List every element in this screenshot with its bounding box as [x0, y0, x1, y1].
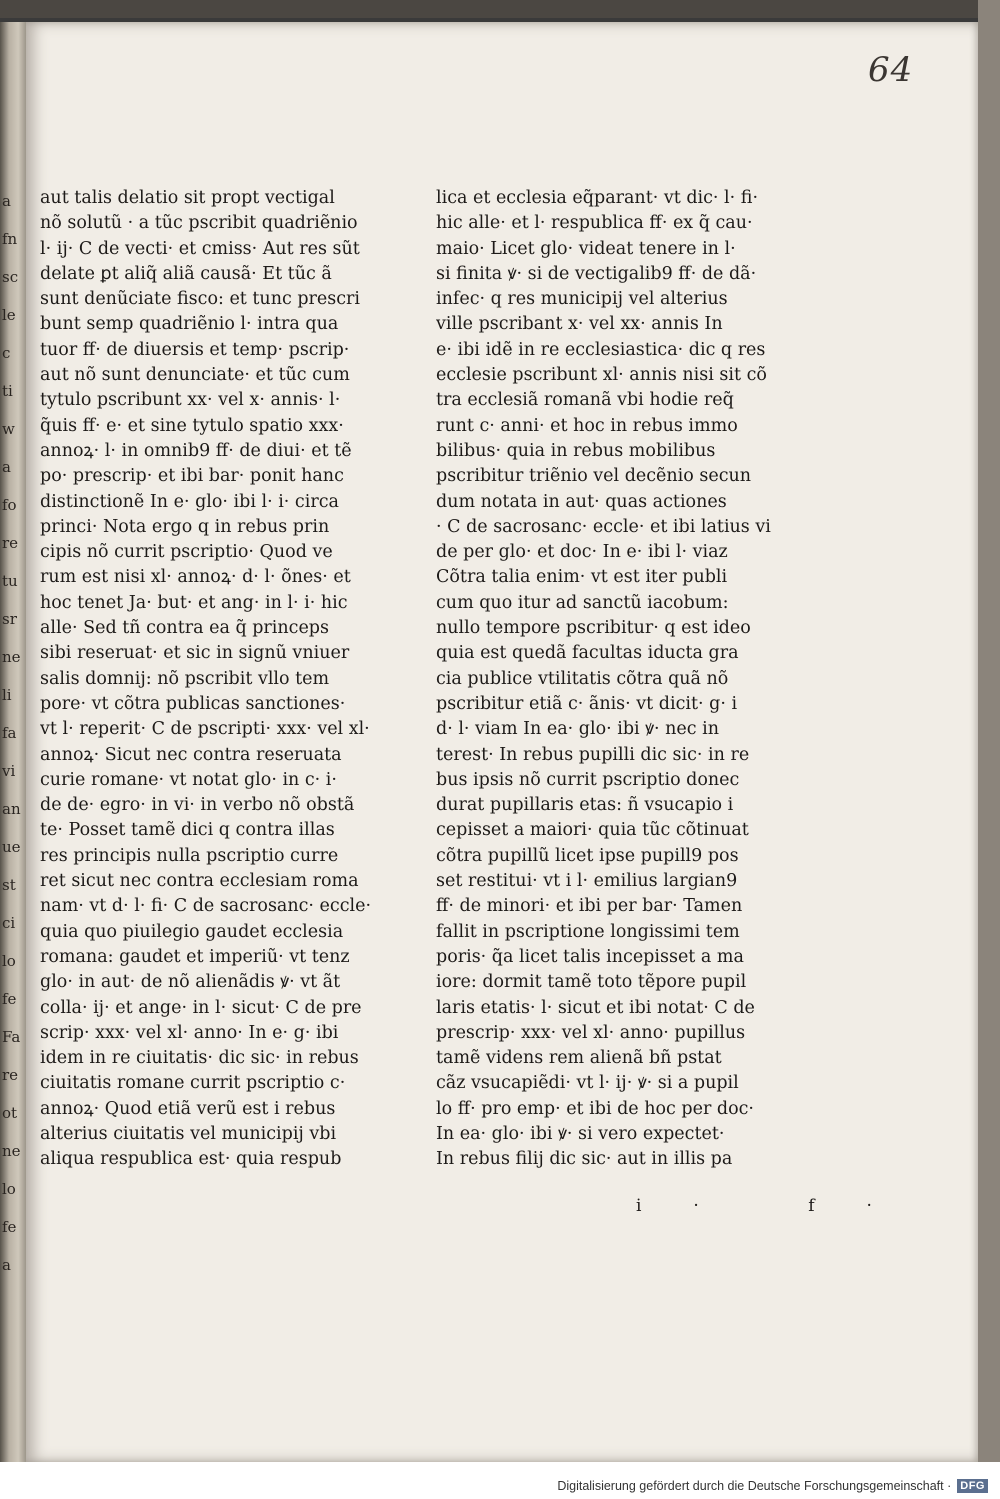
prev-page-fragment: c — [2, 344, 11, 362]
text-line: tra ecclesiã romanã vbi hodie req̃ — [436, 390, 734, 411]
text-line: cepisset a maiori· quia tũc cõtinuat — [436, 820, 749, 841]
text-line: res principis nulla pscriptio curre — [40, 845, 339, 866]
prev-page-fragment: ne — [2, 648, 21, 666]
text-line: sunt denũciate fisco: et tunc prescri — [40, 289, 361, 310]
text-line: fallit in pscriptione longissimi tem — [436, 921, 740, 942]
text-line: si finita ꝟ· si de vectigalib9 ff· de dã· — [436, 263, 757, 284]
text-line: terest· In rebus pupilli dic sic· in re — [436, 744, 750, 765]
text-line: l· ij· C de vecti· et cmiss· Aut res sũt — [40, 238, 360, 259]
dfg-logo: DFG — [957, 1479, 988, 1493]
scan-border-top — [0, 0, 1000, 18]
digitization-credit — [0, 1472, 1000, 1499]
text-line: quia est quedã facultas iducta gra — [436, 643, 739, 664]
text-line: aut talis delatio sit propt vectigal — [40, 188, 335, 208]
prev-page-fragment: a — [2, 1256, 11, 1274]
prev-page-fragment: ci — [2, 914, 16, 932]
text-line: scrip· xxx· vel xl· anno· In e· g· ibi — [40, 1022, 339, 1043]
text-line: tuor ff· de diuersis et temp· pscrip· — [40, 339, 350, 360]
prev-page-fragment: a — [2, 458, 11, 476]
book-page — [26, 22, 978, 1462]
text-line: ecclesie pscribunt xl· annis nisi sit cõ — [436, 365, 767, 386]
text-line: rum est nisi xl· annoꝝ· d· l· õnes· et — [40, 567, 351, 588]
text-line: annoꝝ· Sicut nec contra reseruata — [40, 744, 342, 765]
text-line: d· l· viam In ea· glo· ibi ꝟ· nec in — [436, 719, 719, 740]
text-line: cõtra pupillũ licet ipse pupill9 pos — [436, 845, 739, 866]
text-line: set restitui· vt i l· emilius largian9 — [436, 871, 738, 892]
text-line: ret sicut nec contra ecclesiam roma — [40, 871, 359, 892]
text-line: pore· vt cõtra publicas sanctiones· — [40, 693, 346, 714]
text-line: tytulo pscribunt xx· vel x· annis· l· — [40, 390, 341, 411]
text-line: po· prescrip· et ibi bar· ponit hanc — [40, 466, 344, 487]
prev-page-fragment: w — [2, 420, 15, 438]
text-line: bunt semp quadriẽnio l· intra qua — [40, 314, 339, 335]
text-line: idem in re ciuitatis· dic sic· in rebus — [40, 1048, 359, 1069]
text-line: de de· egro· in vi· in verbo nõ obstã — [40, 795, 355, 816]
folio-number: 64 — [868, 50, 914, 90]
text-line: annoꝝ· Quod etiã verũ est i rebus — [40, 1098, 336, 1119]
text-line: quia quo piuilegio gaudet ecclesia — [40, 921, 344, 942]
text-line: romana: gaudet et imperiũ· vt tenz — [40, 946, 350, 967]
prev-page-fragment: re — [2, 1066, 19, 1084]
text-line: annoꝝ· l· in omnib9 ff· de diui· et tẽ — [40, 440, 352, 461]
text-line: prescrip· xxx· vel xl· anno· pupillus — [436, 1022, 746, 1043]
text-line: aut nõ sunt denunciate· et tũc cum — [40, 365, 350, 386]
text-line: bus ipsis nõ currit pscriptio donec — [436, 769, 740, 790]
text-line: e· ibi idẽ in re ecclesiastica· dic q res — [436, 339, 766, 360]
prev-page-fragment: fa — [2, 724, 17, 742]
text-line: · C de sacrosanc· eccle· et ibi latius vi — [436, 516, 771, 537]
text-line: iore: dormit tamẽ toto tẽpore pupil — [436, 972, 747, 993]
text-line: te· Posset tamẽ dici q contra illas — [40, 820, 335, 841]
text-line: princi· Nota ergo q in rebus prin — [40, 516, 330, 537]
text-line: nam· vt d· l· fi· C de sacrosanc· eccle· — [40, 896, 372, 917]
text-line: In ea· glo· ibi ꝟ· si vero expectet· — [436, 1123, 725, 1144]
text-line: nõ solutũ · a tũc pscribit quadriẽnio — [40, 213, 358, 234]
prev-page-fragment: st — [2, 876, 16, 894]
prev-page-fragment: sc — [2, 268, 19, 286]
text-line: q̃uis ff· e· et sine tytulo spatio xxx· — [40, 415, 344, 436]
text-line: laris etatis· l· sicut et ibi notat· C de — [436, 997, 755, 1018]
prev-page-fragment: a — [2, 192, 11, 210]
text-line: vt l· reperit· C de pscripti· xxx· vel xl· — [40, 719, 370, 740]
text-line: maio· Licet glo· videat tenere in l· — [436, 238, 736, 259]
text-column-right — [436, 186, 781, 1173]
text-line: cum quo itur ad sanctũ iacobum: — [436, 592, 729, 613]
text-line: cãz vsucapiẽdi· vt l· ij· ꝟ· si a pupil — [436, 1073, 739, 1094]
text-line: sibi reseruat· et sic in signũ vniuer — [40, 643, 350, 664]
text-line: tamẽ videns rem alienã bñ pstat — [436, 1048, 722, 1069]
scan-border-right — [978, 0, 1000, 1470]
prev-page-fragment: fo — [2, 496, 17, 514]
text-line: alle· Sed tñ contra ea q̃ princeps — [40, 618, 329, 639]
text-line: alterius ciuitatis vel municipij vbi — [40, 1123, 337, 1144]
credit-text: Digitalisierung gefördert durch die Deutsche Forschungsgemeinschaft · — [557, 1478, 952, 1493]
text-line: runt c· anni· et hoc in rebus immo — [436, 415, 738, 436]
text-line: nullo tempore pscribitur· q est ideo — [436, 618, 751, 639]
text-line: cia publice vtilitatis cõtra quã nõ — [436, 668, 729, 689]
prev-page-fragment: fn — [2, 230, 18, 248]
text-line: pscribitur etiã c· ãnis· vt dicit· g· i — [436, 693, 738, 714]
prev-page-fragment: lo — [2, 1180, 16, 1198]
text-line: cipis nõ currit pscriptio· Quod ve — [40, 542, 333, 563]
prev-page-fragment: le — [2, 306, 16, 324]
prev-page-fragment: ti — [2, 382, 13, 400]
text-line: curie romane· vt notat glo· in c· i· — [40, 769, 337, 790]
text-line: lica et ecclesia eq̃parant· vt dic· l· fi· — [436, 188, 759, 208]
text-line: bilibus· quia in rebus mobilibus — [436, 440, 716, 461]
prev-page-fragment: li — [2, 686, 12, 704]
text-line: glo· in aut· de nõ alienãdis ꝟ· vt ãt — [40, 972, 341, 993]
prev-page-fragment: ne — [2, 1142, 21, 1160]
prev-page-fragment: lo — [2, 952, 16, 970]
prev-page-fragment: vi — [2, 762, 16, 780]
text-line: In rebus filij dic sic· aut in illis pa — [436, 1149, 733, 1170]
previous-page-edge — [0, 22, 26, 1462]
prev-page-fragment: ue — [2, 838, 21, 856]
text-line: salis domnij: nõ pscribit vllo tem — [40, 668, 330, 689]
text-line: Cõtra talia enim· vt est iter publi — [436, 567, 728, 588]
text-line: lo ff· pro emp· et ibi de hoc per doc· — [436, 1098, 754, 1119]
text-line: ville pscribant x· vel xx· annis In — [436, 314, 723, 335]
text-line: poris· q̃a licet talis incepisset a ma — [436, 946, 744, 967]
text-line: de per glo· et doc· In e· ibi l· viaz — [436, 542, 728, 563]
prev-page-fragment: sr — [2, 610, 17, 628]
prev-page-fragment: an — [2, 800, 21, 818]
text-line: infec· q res municipij vel alterius — [436, 289, 728, 310]
text-line: durat pupillaris etas: ñ vsucapio i — [436, 795, 734, 816]
text-line: ff· de minori· et ibi per bar· Tamen — [436, 896, 743, 917]
text-line: ciuitatis romane currit pscriptio c· — [40, 1073, 346, 1094]
prev-page-fragment: fe — [2, 1218, 17, 1236]
text-line: hic alle· et l· respublica ff· ex q̃ cau· — [436, 213, 753, 234]
text-line: hoc tenet Ja· but· et ang· in l· i· hic — [40, 592, 348, 613]
text-line: colla· ij· et ange· in l· sicut· C de pre — [40, 997, 362, 1018]
text-line: aliqua respublica est· quia respub — [40, 1149, 342, 1170]
prev-page-fragment: fe — [2, 990, 17, 1008]
text-line: delate ꝑt aliq̃ aliã causã· Et tũc ã — [40, 263, 332, 284]
text-line: pscribitur triẽnio vel decẽnio secun — [436, 466, 752, 487]
prev-page-fragment: tu — [2, 572, 18, 590]
text-line: dum notata in aut· quas actiones — [436, 491, 727, 512]
prev-page-fragment: Fa — [2, 1028, 21, 1046]
text-line: distinctionẽ In e· glo· ibi l· i· circa — [40, 491, 339, 512]
prev-page-fragment: re — [2, 534, 19, 552]
prev-page-fragment: ot — [2, 1104, 18, 1122]
text-column-left — [40, 186, 380, 1173]
catchword: i· f· — [636, 1196, 924, 1216]
